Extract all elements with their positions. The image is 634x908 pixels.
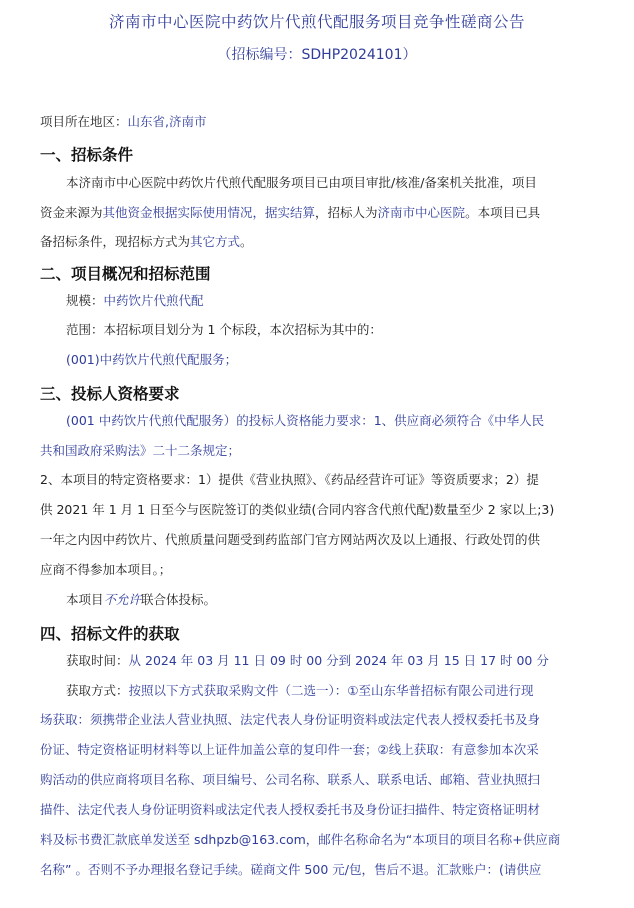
section-4-heading: 四、招标文件的获取 bbox=[40, 625, 180, 643]
s3-line-5: 一年之内因中药饮片、代煎质量问题受到药监部门官方网站两次及以上通报、行政处罚的供 bbox=[40, 532, 541, 547]
way-line-6: 料及标书费汇款底单发送至 sdhpzb@163.com，邮件名称命名为“本项目的项目名称+供应商 bbox=[40, 832, 561, 847]
consortium-rule bbox=[66, 592, 216, 608]
s1-text: 。 bbox=[240, 234, 253, 249]
acquisition-way bbox=[66, 683, 533, 699]
s1-line-3 bbox=[40, 234, 253, 250]
s3-line-2: 共和国政府采购法》二十二条规定； bbox=[40, 443, 241, 458]
time-label: 获取时间： bbox=[66, 653, 129, 668]
consortium-text: 本项目 bbox=[66, 592, 104, 607]
scale-label: 规模： bbox=[66, 293, 104, 308]
tender-number: （招标编号：SDHP2024101） bbox=[217, 47, 417, 63]
location-value: 山东省,济南市 bbox=[127, 114, 207, 129]
s3-line-6: 应商不得参加本项目。； bbox=[40, 562, 172, 577]
s1-text: ，招标人为 bbox=[315, 205, 378, 220]
scale-value: 中药饮片代煎代配 bbox=[103, 293, 204, 308]
section-2-heading: 二、项目概况和招标范围 bbox=[40, 265, 211, 283]
consortium-text: 联合体投标。 bbox=[141, 592, 217, 607]
project-location bbox=[40, 114, 207, 130]
s3-line-4: 供 2021 年 1 月 1 日至今与医院签订的类似业绩(合同内容含代煎代配)数量至少 2 家以上;3) bbox=[40, 502, 555, 517]
location-label: 项目所在地区： bbox=[40, 114, 128, 129]
project-range: 范围：本招标项目划分为 1 个标段，本次招标为其中的： bbox=[66, 322, 382, 337]
s3-line-1: (001 中药饮片代煎代配服务）的投标人资格能力要求：1、供应商必须符合《中华人民 bbox=[66, 413, 545, 428]
section-1-heading: 一、招标条件 bbox=[40, 146, 134, 164]
s1-line-1: 本济南市中心医院中药饮片代煎代配服务项目已由项目审批/核准/备案机关批准，项目 bbox=[66, 175, 537, 190]
page-title: 济南市中心医院中药饮片代煎代配服务项目竞争性磋商公告 bbox=[108, 13, 525, 31]
acquisition-time bbox=[66, 653, 549, 669]
way-line-4: 购活动的供应商将项目名称、项目编号、公司名称、联系人、联系电话、邮箱、营业执照扫 bbox=[40, 772, 541, 787]
way-line-7: 名称” 。否则不予办理报名登记手续。磋商文件 500 元/包，售后不退。汇款账户：(请供应 bbox=[40, 862, 542, 877]
project-scale bbox=[66, 293, 204, 309]
s1-line-2 bbox=[40, 205, 540, 221]
s1-text: 备招标条件，现招标方式为 bbox=[40, 234, 191, 249]
way-label: 获取方式： bbox=[66, 683, 129, 698]
funding-source: 其他资金根据实际使用情况，据实结算 bbox=[102, 205, 316, 220]
consortium-not-allowed: 不允许 bbox=[103, 592, 142, 607]
s1-text: 资金来源为 bbox=[40, 205, 103, 220]
way-line-3: 份证、特定资格证明材料等以上证件加盖公章的复印件一套；②线上获取：有意参加本次采 bbox=[40, 742, 539, 757]
lot-item: (001)中药饮片代煎代配服务； bbox=[66, 352, 238, 367]
tenderer-name: 济南市中心医院 bbox=[377, 205, 466, 220]
s1-text: 。本项目已具 bbox=[465, 205, 541, 220]
tender-method: 其它方式 bbox=[190, 234, 241, 249]
way-line-2: 场获取：须携带企业法人营业执照、法定代表人身份证明资料或法定代表人授权委托书及身 bbox=[40, 712, 541, 727]
s3-line-3: 2、本项目的特定资格要求：1）提供《营业执照》、《药品经营许可证》等资质要求；2）提 bbox=[40, 472, 539, 487]
section-3-heading: 三、投标人资格要求 bbox=[40, 385, 180, 403]
way-line-1: 按照以下方式获取采购文件（二选一）：①至山东华普招标有限公司进行现 bbox=[128, 683, 534, 698]
time-value: 从 2024 年 03 月 11 日 09 时 00 分到 2024 年 03 月 15 日 17 时 00 分 bbox=[128, 653, 549, 668]
way-line-5: 描件、法定代表人身份证明资料或法定代表人授权委托书及身份证扫描件、特定资格证明材 bbox=[40, 802, 541, 817]
